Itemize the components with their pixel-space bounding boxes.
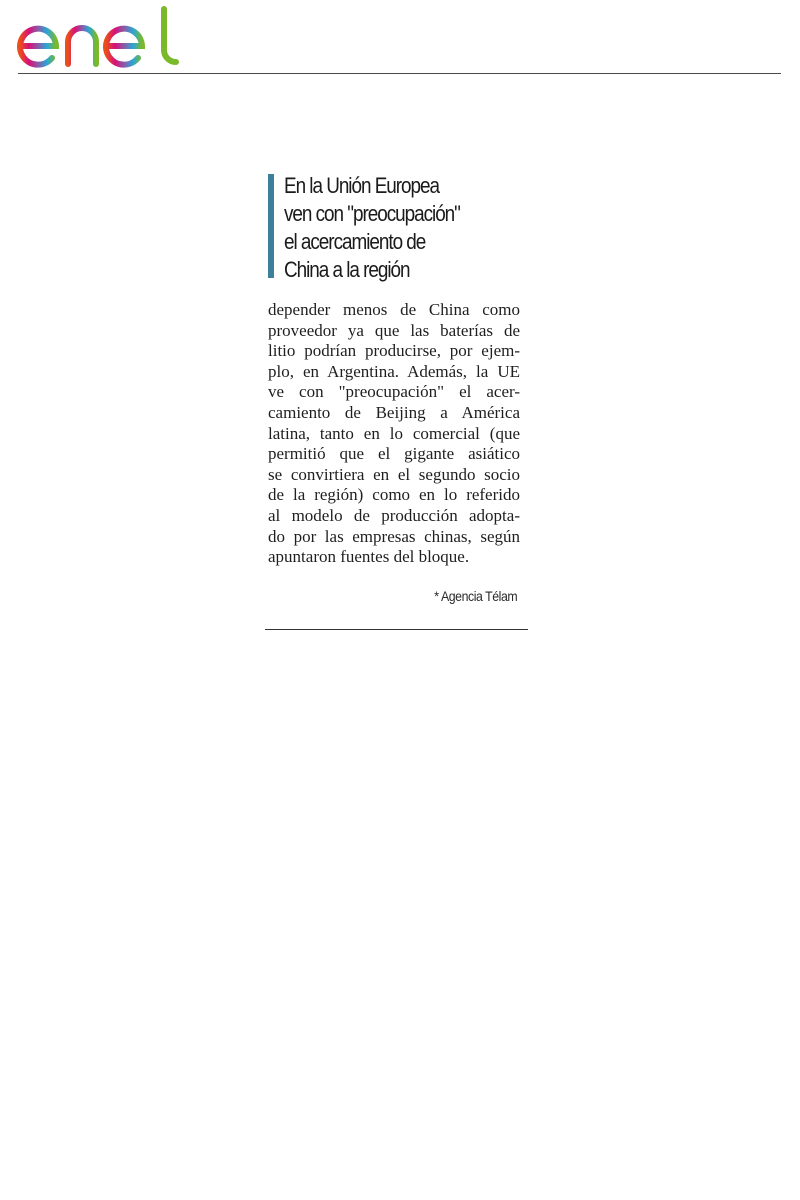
headline-block [265, 172, 527, 280]
source-credit: * Agencia Télam [434, 588, 517, 604]
body-line: apuntaron fuentes del bloque. [268, 547, 470, 567]
headline-accent-bar [268, 174, 274, 278]
page-header [0, 0, 800, 76]
body-line: ve con "preocupación" el acer- [268, 382, 520, 402]
enel-logo [16, 6, 181, 68]
headline-line: En la Unión Europea [284, 173, 440, 198]
news-clipping [265, 168, 529, 632]
article-body [268, 300, 520, 568]
body-line: latina, tanto en lo comercial (que [268, 423, 520, 443]
headline-line: ven con "preocupación" [284, 201, 460, 226]
body-line: litio podrían producirse, por ejem- [268, 341, 520, 361]
header-divider [18, 73, 781, 74]
headline-line: el acercamiento de [284, 229, 426, 254]
body-line: camiento de Beijing a América [268, 402, 520, 422]
body-line: de la región) como en lo referido [268, 485, 520, 505]
article-bottom-divider [265, 629, 528, 630]
headline [284, 172, 495, 284]
body-line: depender menos de China como [268, 300, 520, 319]
body-line: proveedor ya que las baterías de [268, 320, 520, 340]
body-line: do por las empresas chinas, según [268, 526, 520, 546]
body-line: se convirtiera en el segundo socio [268, 464, 520, 484]
headline-line: China a la región [284, 257, 410, 282]
body-line: permitió que el gigante asiático [268, 444, 520, 464]
body-line: plo, en Argentina. Además, la UE [268, 361, 520, 381]
body-line: al modelo de producción adopta- [268, 505, 520, 525]
